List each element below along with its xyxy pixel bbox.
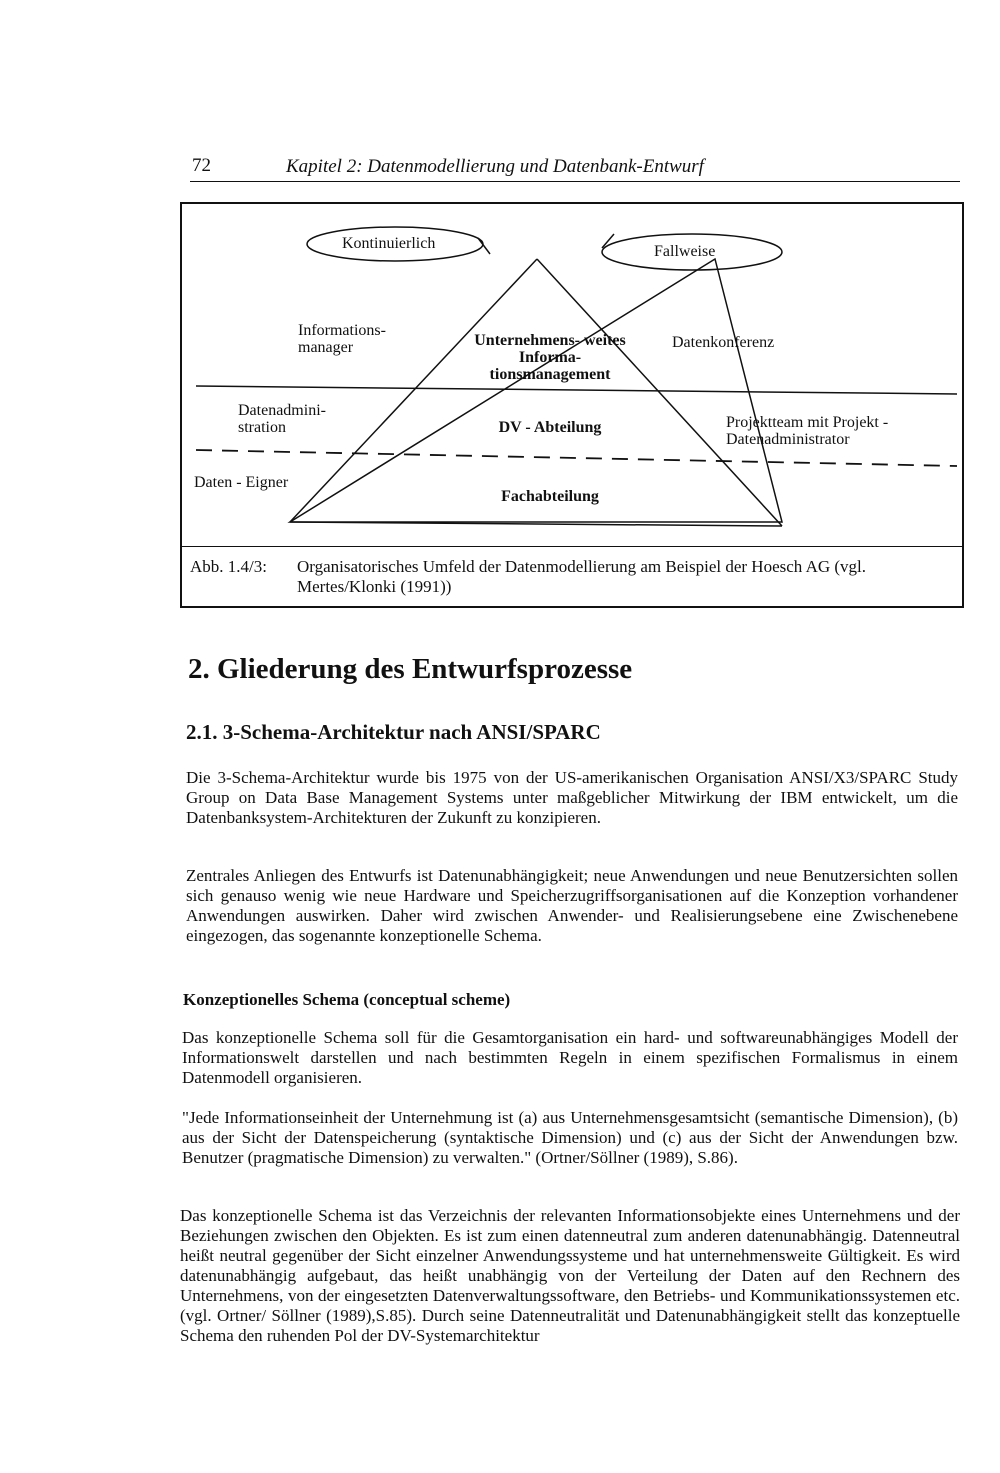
- label-projektteam: Projektteam mit Projekt - Datenadministrator: [726, 414, 889, 448]
- subsection-title: 2.1. 3-Schema-Architektur nach ANSI/SPARC: [186, 720, 601, 744]
- paragraph-data-independence: Zentrales Anliegen des Entwurfs ist Datenunabhängigkeit; neue Anwendungen und neue Benutzersichten sollen sich genauso wenig wie neue Hardware und Speicherzugriffsorganisationen auf die Konzeption vorhandener Anwendungen auswirken. Daher wird zwischen Anwender- und Realisierungsebene eine Zwischenebene eingezogen, das sogenannte konzeptionelle Schema.: [186, 866, 958, 945]
- section-title: 2. Gliederung des Entwurfsprozesse: [188, 653, 633, 685]
- paragraph-history: Die 3-Schema-Architektur wurde bis 1975 von der US-amerikanischen Organisation ANSI/X3/SPARC Study Group on Data Base Management Systems unter maßgeblicher Mitwirkung der IBM entwickelt, um die Datenbanksystem-Architekturen der Zukunft zu konzipieren.: [186, 768, 958, 827]
- chapter-title: Kapitel 2: Datenmodellierung und Datenbank-Entwurf: [286, 156, 704, 177]
- dashed-divider: [196, 450, 957, 466]
- label-unternehmensweites: Unternehmens- weites Informa- tionsmanagement: [474, 332, 626, 383]
- label-kontinuierlich: Kontinuierlich: [342, 235, 436, 252]
- subheading-conceptual-schema: Konzeptionelles Schema (conceptual scheme): [183, 990, 511, 1009]
- paragraph-directory: Das konzeptionelle Schema ist das Verzeichnis der relevanten Informationsobjekte eines Unternehmens und der Beziehungen zwischen den Objekten. Es ist zum einen datenneutral zum anderen datenunabhängig. Datenneutral heißt neutral gegenüber der Sicht einzelner Anwendungssysteme und hat unternehmensweite Gültigkeit. Es wird datenunabhängig aufgebaut, das heißt unabhängig von der Verteilung der Daten auf den Rechnern des Unternehmens, von der eingesetzten Datenverwaltungssoftware, den Betriebs- und Kommunikationssystemen etc. (vgl. Ortner/ Söllner (1989),S.85). Durch seine Datenneutralität und Datenunabhängigkeit stellt das konzeptuelle Schema den ruhenden Pol der DV-Systemarchitektur: [180, 1206, 960, 1345]
- caption-text: Organisatorisches Umfeld der Datenmodellierung am Beispiel der Hoesch AG (vgl. Mertes/Klonki (1991)): [297, 557, 867, 596]
- caption-label: Abb. 1.4/3:: [190, 557, 267, 576]
- solid-divider: [196, 386, 957, 394]
- label-dv-abteilung: DV - Abteilung: [498, 419, 602, 436]
- paragraph-conceptual-schema: Das konzeptionelle Schema soll für die Gesamtorganisation ein hard- und softwareunabhängiges Modell der Informationswelt darstellen und nach bestimmten Regeln in einem spezifischen Formalismus in einem Datenmodell organisieren.: [182, 1028, 958, 1087]
- label-fallweise: Fallweise: [654, 243, 716, 260]
- label-datenadministration: Datenadmini- stration: [238, 402, 326, 436]
- pyramid-left-edge: [290, 259, 537, 522]
- page-number: 72: [192, 155, 211, 176]
- label-datenkonferenz: Datenkonferenz: [672, 334, 775, 351]
- label-daten-eigner: Daten - Eigner: [194, 474, 289, 491]
- label-fachabteilung: Fachabteilung: [501, 488, 599, 505]
- page-header: [190, 155, 960, 182]
- kontinuierlich-arrow: [478, 238, 490, 254]
- paragraph-quote: "Jede Informationseinheit der Unternehmung ist (a) aus Unternehmensgesamtsicht (semantische Dimension), (b) aus der Sicht der Datenspeicherung (syntaktische Dimension) und (c) aus der Sicht der Anwendungen bzw. Benutzer (pragmatische Dimension) zu verwalten." (Ortner/Söllner (1989), S.86).: [182, 1108, 958, 1167]
- label-informationsmanager: Informations- manager: [298, 322, 386, 356]
- figure-caption: [182, 546, 962, 609]
- pyramid-triangle: [290, 259, 782, 522]
- figure-box: [180, 202, 964, 608]
- pyramid-outline: [290, 262, 782, 526]
